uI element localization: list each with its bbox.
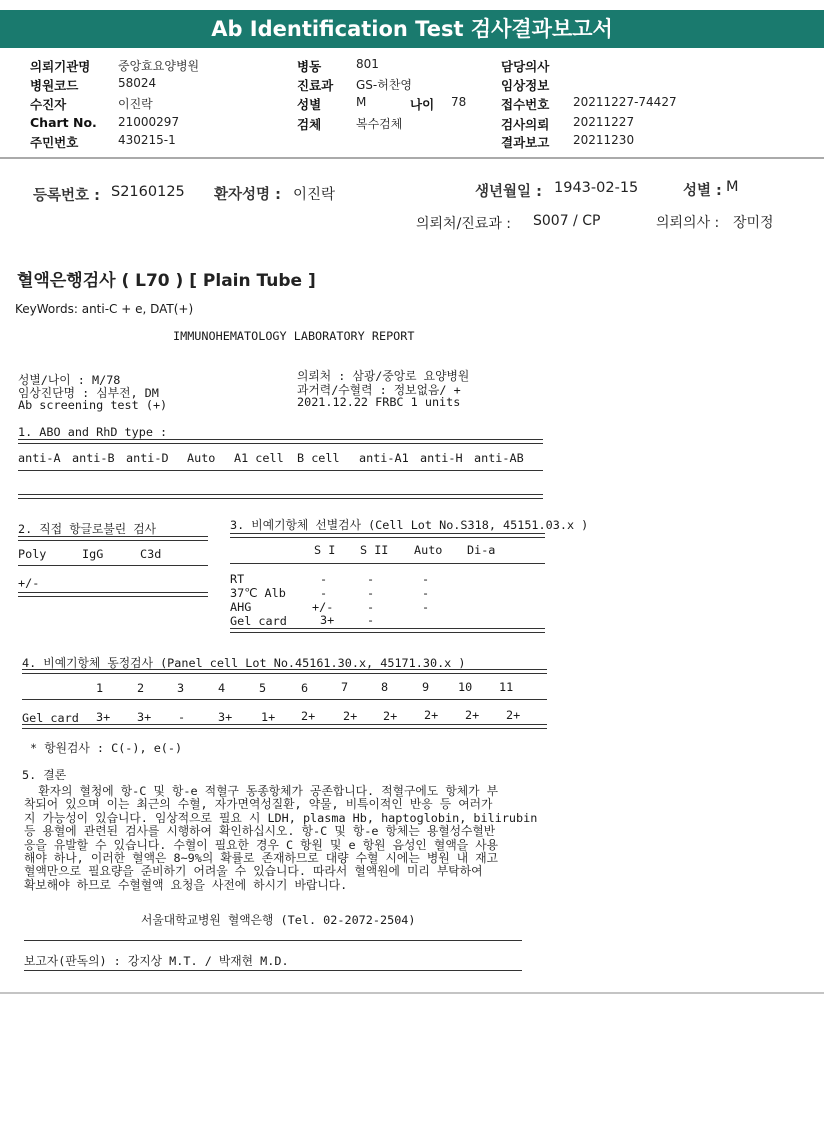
report-end-divider [0, 992, 824, 994]
s4-col-7: 7 [341, 680, 349, 694]
s4-col-4: 4 [218, 681, 226, 695]
hdr-value-hospital: 중앙효요양병원 [118, 59, 200, 73]
header-divider [0, 157, 824, 159]
dob-label: 생년월일 : [475, 184, 542, 200]
s4-val-6: 2+ [301, 709, 316, 723]
hdr-label-resident-no: 주민번호 [30, 135, 79, 150]
s3-rule-bottom [230, 628, 545, 633]
conclusion-line: 착되어 있으며 이는 최근의 수혈, 자가면역성질환, 약물, 비특이적인 반응 등 여러가 [24, 797, 493, 812]
hdr-label-request-date: 검사의뢰 [501, 117, 550, 132]
s2-col-c3d: C3d [140, 547, 162, 561]
s3-ahg-auto: - [422, 600, 430, 614]
hdr-label-ward: 병동 [297, 59, 322, 74]
s4-col-2: 2 [137, 681, 145, 695]
s1-col-a1-cell: A1 cell [234, 451, 284, 465]
keywords: KeyWords: anti-C + e, DAT(+) [15, 302, 194, 316]
left-info-1: 성별/나이 : M/78 [18, 373, 121, 387]
conclusion-line: 지 가능성이 있습니다. 임상적으로 필요 시 LDH, plasma Hb, haptoglobin, bilirubin [24, 810, 538, 825]
hdr-value-hospital-code: 58024 [118, 76, 157, 90]
s1-rule-top [18, 439, 543, 444]
s4-col-5: 5 [259, 681, 267, 695]
s1-rule-mid [18, 470, 543, 471]
s3-col-si: S I [314, 543, 336, 557]
s3-col-auto: Auto [414, 543, 443, 557]
hdr-value-receipt-no: 20211227-74427 [573, 95, 677, 109]
hdr-label-chart-no: Chart No. [30, 115, 97, 130]
s3-37c-auto: - [422, 586, 430, 600]
s4-val-10: 2+ [465, 708, 480, 722]
hdr-value-request-date: 20211227 [573, 115, 635, 129]
s4-val-2: 3+ [137, 710, 152, 724]
s4-val-9: 2+ [424, 708, 439, 722]
s4-val-1: 3+ [96, 710, 111, 724]
s2-rule-bottom [18, 592, 208, 597]
s3-rule-mid [230, 563, 545, 564]
s1-heading: 1. ABO and RhD type : [18, 425, 168, 439]
lab-report-title: IMMUNOHEMATOLOGY LABORATORY REPORT [173, 329, 415, 343]
s4-val-5: 1+ [261, 710, 276, 724]
left-info-3: Ab screening test (+) [18, 398, 168, 412]
s4-rule-mid [22, 699, 547, 700]
name-value: 이진락 [293, 187, 336, 203]
s3-ahg-si: +/- [312, 600, 334, 614]
doctor-value: 장미정 [733, 215, 774, 231]
s2-value: +/- [18, 576, 40, 590]
report-title-banner: Ab Identification Test 검사결과보고서 [0, 10, 824, 48]
hdr-label-clinical-info: 임상정보 [501, 78, 550, 93]
right-info-1: 의뢰처 : 삼광/중앙로 요양병원 [297, 369, 470, 383]
blood-bank-contact: 서울대학교병원 혈액은행 (Tel. 02-2072-2504) [141, 913, 416, 927]
s3-rt-sii: - [367, 572, 375, 586]
reg-value: S2160125 [111, 184, 185, 200]
right-info-2: 과거력/수혈력 : 정보없음/ + [297, 383, 461, 397]
s4-col-11: 11 [499, 680, 514, 694]
s4-col-10: 10 [458, 680, 473, 694]
sex-value: M [726, 179, 739, 195]
s1-rule-bottom [18, 494, 543, 499]
footer-rule-bottom [24, 970, 522, 971]
s3-heading: 3. 비예기항체 선별검사 (Cell Lot No.S318, 45151.03.x ) [230, 518, 589, 532]
s4-val-11: 2+ [506, 708, 521, 722]
s3-row-ahg: AHG [230, 600, 252, 614]
s3-37c-si: - [320, 586, 328, 600]
s4-col-3: 3 [177, 681, 185, 695]
s4-val-7: 2+ [343, 709, 358, 723]
test-title: 혈액은행검사 ( L70 ) [ Plain Tube ] [17, 271, 316, 291]
reporter: 보고자(판독의) : 강지상 M.T. / 박재현 M.D. [24, 954, 289, 968]
antigen-test: * 항원검사 : C(-), e(-) [30, 741, 183, 755]
hdr-label-hospital-code: 병원코드 [30, 78, 79, 93]
sex-label: 성별 : [683, 183, 722, 199]
s4-heading: 4. 비예기항체 동정검사 (Panel cell Lot No.45161.30.x, 45171.30.x ) [22, 656, 466, 670]
footer-rule-top [24, 940, 522, 941]
conclusion-line: 환자의 혈청에 항-C 및 항-e 적혈구 동종항체가 공존합니다. 적혈구에도 항체가 부 [24, 784, 499, 798]
s2-col-poly: Poly [18, 547, 47, 561]
conclusion-line: 응을 유발할 수 있습니다. 수혈이 필요한 경우 C 항원 및 e 항원 음성인 혈액을 사용 [24, 837, 499, 852]
s4-col-6: 6 [301, 681, 309, 695]
s3-row-gel: Gel card [230, 614, 287, 628]
s3-37c-sii: - [367, 586, 375, 600]
s3-col-sii: S II [360, 543, 389, 557]
hdr-value-resident-no: 430215-1 [118, 133, 176, 147]
hdr-label-age: 나이 [410, 97, 435, 112]
s4-rule-bottom [22, 724, 547, 729]
hdr-value-dept: GS-허찬영 [356, 78, 413, 92]
s1-col-anti-a1: anti-A1 [359, 451, 409, 465]
reg-label: 등록번호 : [33, 188, 100, 204]
s2-rule-top [18, 536, 208, 541]
hdr-label-hospital: 의뢰기관명 [30, 59, 91, 74]
s3-gel-sii: - [367, 613, 375, 627]
s1-col-auto: Auto [187, 451, 216, 465]
s4-col-8: 8 [381, 680, 389, 694]
s3-rule-top [230, 533, 545, 538]
hdr-label-receipt-no: 접수번호 [501, 97, 550, 112]
hdr-value-report-date: 20211230 [573, 133, 635, 147]
s2-col-igg: IgG [82, 547, 104, 561]
left-info-2: 임상진단명 : 심부전, DM [18, 386, 159, 400]
s3-rt-auto: - [422, 572, 430, 586]
s4-col-1: 1 [96, 681, 104, 695]
hdr-value-age: 78 [451, 95, 467, 109]
s1-col-anti-h: anti-H [420, 451, 463, 465]
conclusion-line: 해야 하나, 이러한 혈액은 8~9%의 확률로 존재하므로 대량 수혈 시에는 병원 내 재고 [24, 851, 499, 866]
s2-heading: 2. 직접 항글로불린 검사 [18, 522, 157, 536]
dept-value: S007 / CP [533, 213, 601, 229]
hdr-label-sex: 성별 [297, 97, 322, 112]
s2-rule-mid [18, 565, 208, 566]
s4-col-9: 9 [422, 680, 430, 694]
hdr-label-specimen: 검체 [297, 117, 322, 132]
doctor-label: 의뢰의사 : [656, 215, 720, 231]
s3-gel-si: 3+ [320, 613, 335, 627]
s3-rt-si: - [320, 572, 328, 586]
right-info-3: 2021.12.22 FRBC 1 units [297, 395, 461, 409]
dept-label: 의뢰처/진료과 : [416, 216, 512, 232]
s4-val-4: 3+ [218, 710, 233, 724]
hdr-value-specimen: 복수검체 [356, 117, 403, 131]
hdr-value-sex: M [356, 95, 367, 109]
s4-val-3: - [178, 710, 186, 724]
s3-row-rt: RT [230, 572, 245, 586]
hdr-value-ward: 801 [356, 57, 379, 71]
name-label: 환자성명 : [214, 187, 281, 203]
dob-value: 1943-02-15 [554, 180, 639, 196]
hdr-value-patient: 이진락 [118, 97, 153, 111]
s3-ahg-sii: - [367, 600, 375, 614]
conclusion-text [24, 785, 537, 892]
hdr-label-report-date: 결과보고 [501, 135, 550, 150]
s5-heading: 5. 결론 [22, 768, 67, 782]
s1-col-anti-a: anti-A [18, 451, 61, 465]
hdr-label-doctor: 담당의사 [501, 59, 550, 74]
s4-val-8: 2+ [383, 709, 398, 723]
s1-col-anti-b: anti-B [72, 451, 115, 465]
conclusion-line: 혈액만으로 필요량을 준비하기 어려울 수 있습니다. 따라서 혈액원에 미리 부탁하여 [24, 864, 483, 879]
s4-rule-top [22, 669, 547, 674]
conclusion-line: 확보해야 하므로 수혈혈액 요청을 사전에 하시기 바랍니다. [24, 877, 348, 892]
s1-col-anti-d: anti-D [126, 451, 169, 465]
s3-row-37c: 37℃ Alb [230, 586, 286, 600]
s3-col-di-a: Di-a [467, 543, 496, 557]
s1-col-anti-ab: anti-AB [474, 451, 524, 465]
hdr-label-patient: 수진자 [30, 97, 67, 112]
conclusion-line: 등 용혈에 관련된 검사를 시행하여 확인하십시오. 항-C 및 항-e 항체는 용혈성수혈반 [24, 824, 496, 839]
s1-col-b-cell: B cell [297, 451, 340, 465]
s4-row-label: Gel card [22, 711, 79, 725]
hdr-label-dept: 진료과 [297, 78, 334, 93]
hdr-value-chart-no: 21000297 [118, 115, 180, 129]
